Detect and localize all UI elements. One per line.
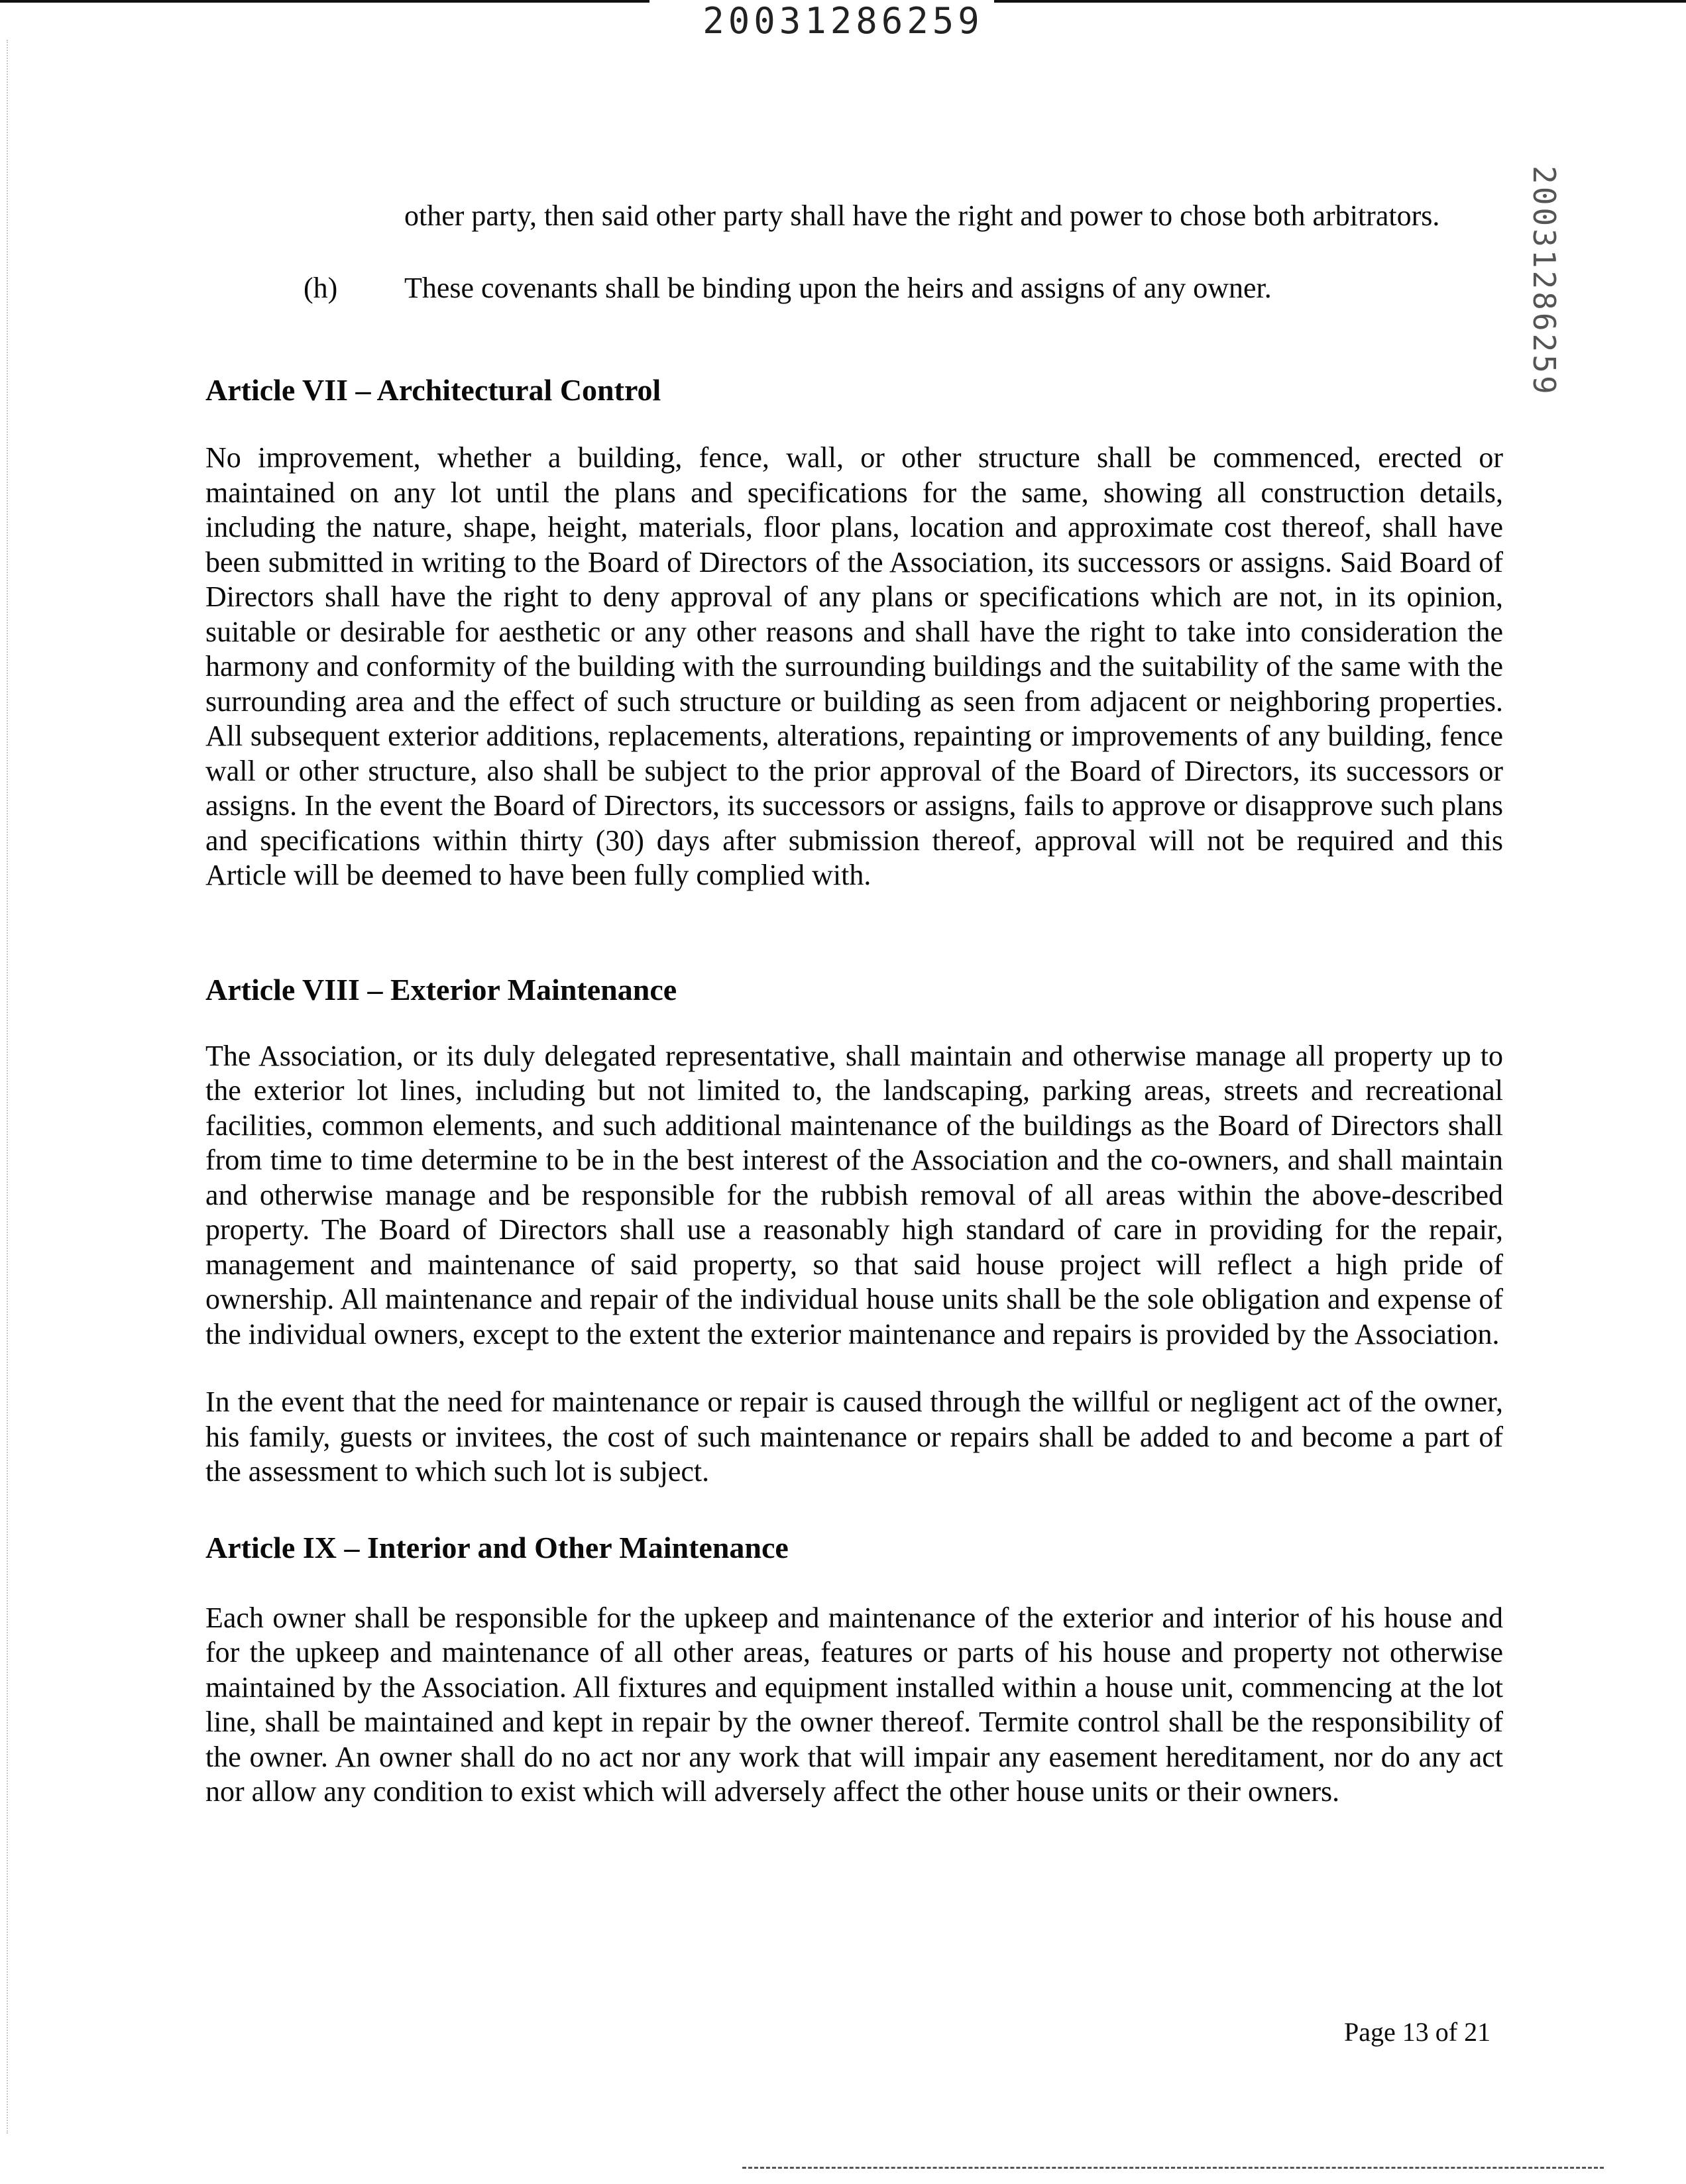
page-number: Page 13 of 21 bbox=[1344, 2017, 1491, 2047]
list-item-label: (h) bbox=[304, 271, 338, 304]
list-item-h bbox=[205, 271, 1503, 306]
article-8-heading: Article VIII – Exterior Maintenance bbox=[205, 972, 677, 1007]
document-body bbox=[205, 199, 1503, 1810]
list-item-text: These covenants shall be binding upon the heirs and assigns of any owner. bbox=[404, 271, 1272, 304]
article-8-paragraph-1: The Association, or its duly delegated representative, shall maintain and otherwise manage all property up to the exterior lot lines, including but not limited to, the landscaping, parking areas, streets and recreational facilities, common elements, and such additional maintenance of the buildings as the Board of Directors shall from time to time determine to be in the best interest of the Association and the co-owners, and shall maintain and otherwise manage and be responsible for the rubbish removal of all areas within the above-described property. The Board of Directors shall use a reasonably high standard of care in providing for the repair, management and maintenance of said property, so that said house project will reflect a high pride of ownership. All maintenance and repair of the individual house units shall be the sole obligation and expense of the individual owners, except to the extent the exterior maintenance and repairs is provided by the Association. bbox=[205, 1039, 1503, 1350]
article-7-heading: Article VII – Architectural Control bbox=[205, 373, 661, 407]
side-stamp: 20031286259 bbox=[1526, 166, 1562, 397]
article-9-paragraph: Each owner shall be responsible for the upkeep and maintenance of the exterior and interior of his house and for the upkeep and maintenance of all other areas, features or parts of his house and property not otherwise maintained by the Association. All fixtures and equipment installed within a house unit, commencing at the lot line, shall be maintained and kept in repair by the owner thereof. Termite control shall be the responsibility of the owner. An owner shall do no act nor any work that will impair any easement hereditament, nor do any act nor allow any condition to exist which will adversely affect the other house units or their owners. bbox=[205, 1601, 1503, 1808]
article-7-paragraph: No improvement, whether a building, fence, wall, or other structure shall be commenced, erected or maintained on any lot until the plans and specifications for the same, showing all construction details, including the nature, shape, height, materials, floor plans, location and approximate cost thereof, shall have been submitted in writing to the Board of Directors of the Association, its successors or assigns. Said Board of Directors shall have the right to deny approval of any plans or specifications which are not, in its opinion, suitable or desirable for aesthetic or any other reasons and shall have the right to take into consideration the harmony and conformity of the building with the surrounding buildings and the suitability of the same with the surrounding area and the effect of such structure or building as seen from adjacent or neighboring properties. All subsequent exterior additions, replacements, alterations, repainting or improvements of any building, fence wall or other structure, also shall be subject to the prior approval of the Board of Directors, its successors or assigns. In the event the Board of Directors, its successors or assigns, fails to approve or disapprove such plans and specifications within thirty (30) days after submission thereof, approval will not be required and this Article will be deemed to have been fully complied with. bbox=[205, 441, 1503, 891]
left-edge-marks bbox=[7, 40, 9, 2134]
article-9-heading: Article IX – Interior and Other Maintenance bbox=[205, 1530, 789, 1564]
document-number: 20031286259 bbox=[702, 0, 984, 42]
bottom-rule bbox=[742, 2167, 1604, 2169]
continuation-text: other party, then said other party shall have the right and power to chose both arbitrators. bbox=[404, 199, 1440, 232]
article-8-paragraph-2: In the event that the need for maintenance or repair is caused through the willful or negligent act of the owner, his family, guests or invitees, the cost of such maintenance or repairs shall be added to and become a part of the assessment to which such lot is subject. bbox=[205, 1386, 1503, 1488]
